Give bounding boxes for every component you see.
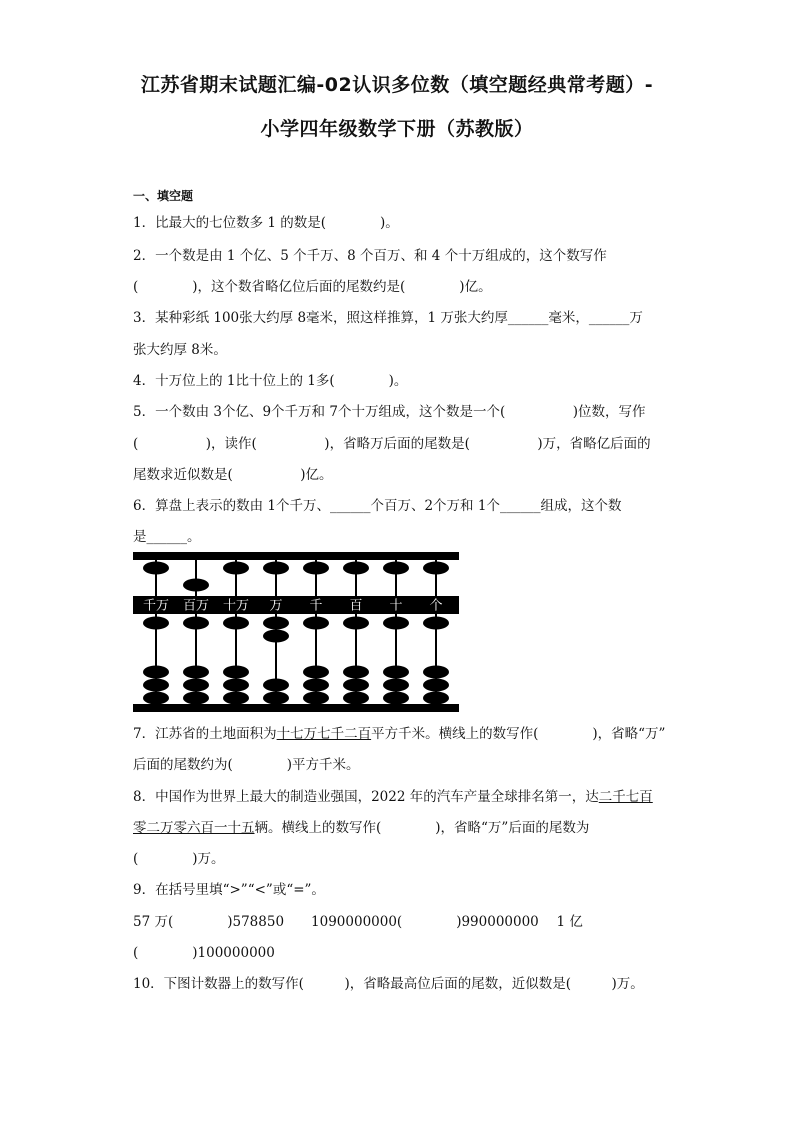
abacus-column-label: 百 — [349, 598, 363, 614]
abacus-column-label: 十万 — [222, 598, 250, 614]
abacus-bottom-frame — [133, 704, 459, 712]
q8-underlined-1: 二千七百 — [598, 789, 653, 805]
abacus-lower-bead — [183, 666, 209, 679]
abacus-lower-bead — [343, 617, 369, 630]
q8-suffix: 辆。横线上的数写作( )，省略“万”后面的尾数为 — [254, 820, 590, 836]
abacus-lower-bead — [423, 666, 449, 679]
abacus-figure — [133, 552, 459, 712]
abacus-middle-beam — [133, 596, 459, 614]
q7-suffix: 平方千米。横线上的数写作( )，省略“万” — [371, 726, 666, 742]
question-5-line-1: 5．一个数由 3个亿、9个千万和 7个十万组成，这个数是一个( )位数，写作 — [133, 404, 646, 420]
abacus-lower-bead — [223, 617, 249, 630]
question-9-line-2: 57 万( )578850 1090000000( )990000000 1 亿 — [133, 914, 583, 930]
q8-underlined-2: 零二万零六百一十五 — [133, 820, 255, 836]
abacus-lower-bead — [263, 617, 289, 630]
abacus-top-frame — [133, 552, 459, 560]
abacus-lower-bead — [343, 679, 369, 692]
abacus-lower-bead — [143, 666, 169, 679]
question-8-line-3: ( )万。 — [133, 851, 225, 867]
abacus-lower-bead — [143, 617, 169, 630]
abacus-upper-bead — [263, 562, 289, 575]
section-heading: 一、填空题 — [133, 189, 194, 203]
abacus-upper-bead — [183, 579, 209, 592]
question-3-line-1: 3．某种彩纸 100张大约厚 8毫米，照这样推算，1 万张大约厚______毫米，______万 — [133, 310, 643, 326]
abacus-lower-bead — [183, 617, 209, 630]
question-1: 1．比最大的七位数多 1 的数是( )。 — [133, 215, 399, 231]
abacus-upper-bead — [423, 562, 449, 575]
abacus-lower-bead — [383, 679, 409, 692]
abacus-lower-bead — [263, 692, 289, 705]
question-9-line-3: ( )100000000 — [133, 945, 275, 961]
question-8-line-2 — [133, 816, 589, 836]
question-4: 4．十万位上的 1比十位上的 1多( )。 — [133, 373, 408, 389]
question-5-line-2: ( )，读作( )，省略万后面的尾数是( )万，省略亿后面的 — [133, 436, 651, 452]
question-2-line-2: ( )，这个数省略亿位后面的尾数约是( )亿。 — [133, 279, 492, 295]
abacus-upper-bead — [343, 562, 369, 575]
abacus-upper-bead — [303, 562, 329, 575]
question-7-line-1 — [133, 722, 665, 742]
abacus-lower-bead — [423, 692, 449, 705]
question-6-line-2: 是______。 — [133, 529, 201, 545]
abacus-lower-bead — [223, 692, 249, 705]
question-7-line-2: 后面的尾数约为( )平方千米。 — [133, 757, 360, 773]
abacus-lower-bead — [223, 679, 249, 692]
title-line-1: 江苏省期末试题汇编-02认识多位数（填空题经典常考题）- — [140, 74, 654, 96]
abacus-lower-bead — [183, 692, 209, 705]
abacus-lower-bead — [383, 692, 409, 705]
abacus-column-label: 万 — [269, 598, 283, 614]
abacus-column-label: 十 — [389, 598, 403, 614]
abacus-column-label: 千万 — [142, 598, 170, 614]
question-2-line-1: 2．一个数是由 1 个亿、5 个千万、8 个百万、和 4 个十万组成的，这个数写作 — [133, 248, 607, 264]
question-9-line-1: 9．在括号里填“>”“<”或“=”。 — [133, 882, 325, 898]
abacus-lower-bead — [263, 630, 289, 643]
abacus-lower-bead — [143, 692, 169, 705]
abacus-lower-bead — [343, 666, 369, 679]
question-5-line-3: 尾数求近似数是( )亿。 — [133, 467, 333, 483]
abacus-lower-bead — [383, 617, 409, 630]
question-8-line-1 — [133, 785, 653, 805]
abacus-lower-bead — [303, 692, 329, 705]
question-3-line-2: 张大约厚 8米。 — [133, 342, 227, 358]
abacus-upper-bead — [143, 562, 169, 575]
abacus-lower-bead — [143, 679, 169, 692]
q7-prefix: 7．江苏省的土地面积为 — [133, 726, 277, 742]
abacus-lower-bead — [343, 692, 369, 705]
abacus-lower-bead — [183, 679, 209, 692]
q8-prefix: 8．中国作为世界上最大的制造业强国，2022 年的汽车产量全球排名第一，达 — [133, 789, 599, 805]
abacus-lower-bead — [303, 617, 329, 630]
question-6-line-1: 6．算盘上表示的数由 1个千万、______个百万、2个万和 1个______组成，这个数 — [133, 498, 622, 514]
abacus-column-label: 个 — [429, 598, 443, 614]
abacus-lower-bead — [383, 666, 409, 679]
abacus-column-label: 千 — [309, 598, 323, 614]
abacus-lower-bead — [223, 666, 249, 679]
abacus-column-label: 百万 — [182, 598, 210, 614]
abacus-lower-bead — [303, 666, 329, 679]
abacus-lower-bead — [263, 679, 289, 692]
abacus-lower-bead — [423, 679, 449, 692]
abacus-lower-bead — [423, 617, 449, 630]
abacus-upper-bead — [383, 562, 409, 575]
title-line-2: 小学四年级数学下册（苏教版） — [260, 118, 534, 140]
abacus-upper-bead — [223, 562, 249, 575]
q7-underlined: 十七万七千二百 — [276, 726, 372, 742]
abacus-lower-bead — [303, 679, 329, 692]
question-10: 10．下图计数器上的数写作( )，省略最高位后面的尾数，近似数是( )万。 — [133, 976, 644, 992]
